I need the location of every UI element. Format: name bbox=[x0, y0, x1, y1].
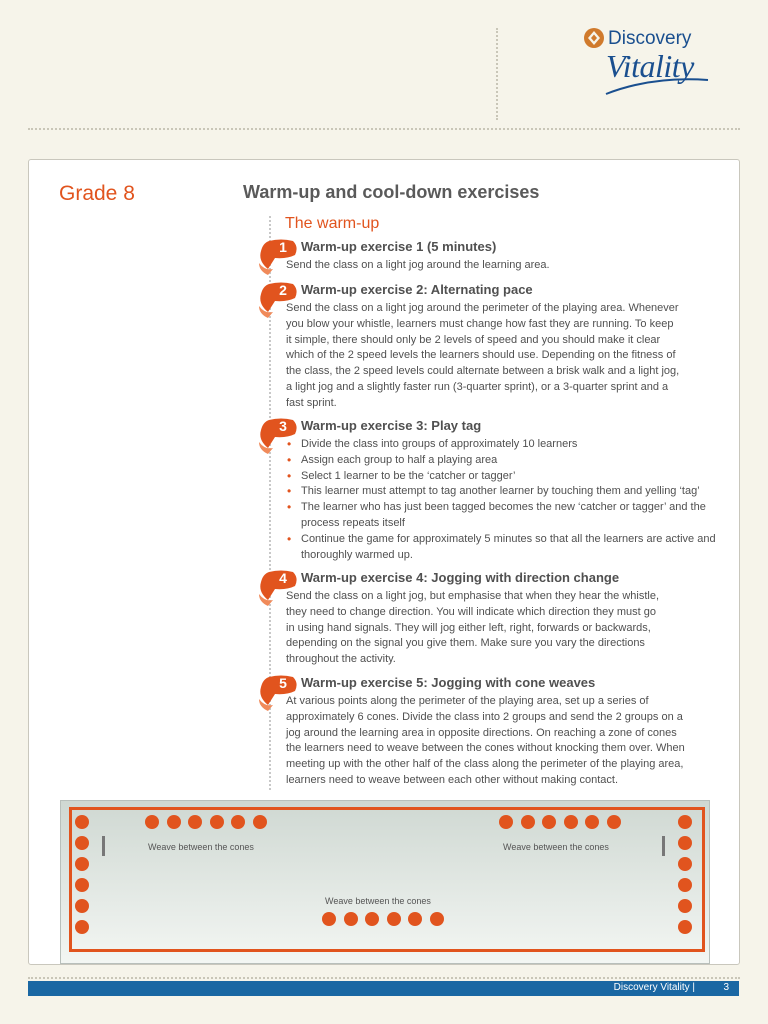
cone-right-column bbox=[678, 878, 692, 892]
logo-discovery-text: Discovery bbox=[608, 28, 692, 49]
cone-top-right-row bbox=[564, 815, 578, 829]
cone-bottom-row bbox=[387, 912, 401, 926]
cone-bottom-row bbox=[365, 912, 379, 926]
exercise-description bbox=[286, 589, 716, 668]
cone-top-left-row bbox=[167, 815, 181, 829]
bullet-item: • Continue the game for approximately 5 minutes so that all the learners are active and thoroughly warmed up. bbox=[286, 532, 716, 564]
cone-right-column bbox=[678, 857, 692, 871]
discovery-diamond-icon bbox=[582, 26, 606, 50]
exercise-description bbox=[286, 301, 716, 412]
cone-right-column bbox=[678, 899, 692, 913]
cone-left-column bbox=[75, 899, 89, 913]
cone-bottom-row bbox=[430, 912, 444, 926]
cone-top-left-row bbox=[253, 815, 267, 829]
grade-label: Grade 8 bbox=[59, 182, 135, 205]
page-number: 3 bbox=[723, 982, 729, 993]
cone-bottom-row bbox=[344, 912, 358, 926]
cone-weave-diagram bbox=[60, 800, 710, 964]
cone-bottom-row bbox=[322, 912, 336, 926]
section-heading: The warm-up bbox=[285, 215, 380, 232]
description-line: Send the class on a light jog, but emphasise that when they hear the whistle, bbox=[286, 590, 660, 602]
cone-right-column bbox=[678, 815, 692, 829]
description-line: jog around the learning area in opposite directions. On reaching a zone of cones bbox=[286, 726, 677, 739]
header-divider-vertical bbox=[496, 28, 498, 120]
footer-bar bbox=[28, 981, 739, 996]
description-line: throughout the activity. bbox=[286, 653, 396, 666]
cone-left-column bbox=[75, 815, 89, 829]
cone-top-left-row bbox=[145, 815, 159, 829]
bullet-item: • Divide the class into groups of approximately 10 learners bbox=[286, 437, 716, 453]
cone-top-right-row bbox=[542, 815, 556, 829]
cone-top-left-row bbox=[231, 815, 245, 829]
cone-left-column bbox=[75, 836, 89, 850]
exercise-title: Warm-up exercise 3: Play tag bbox=[301, 418, 482, 433]
description-line: approximately 6 cones. Divide the class into 2 groups and send the 2 groups on a bbox=[286, 710, 683, 723]
logo-vitality-text: Vitality bbox=[606, 48, 694, 84]
bullet-item: • Select 1 learner to be the ‘catcher or tagger’ bbox=[286, 469, 716, 485]
marker-left bbox=[102, 836, 105, 856]
exercise-number: 3 bbox=[279, 418, 287, 434]
exercise-title: Warm-up exercise 4: Jogging with direction change bbox=[301, 570, 620, 585]
footer-brand: Discovery Vitality | bbox=[613, 982, 695, 993]
cone-right-column bbox=[678, 836, 692, 850]
exercise-number: 2 bbox=[279, 282, 287, 298]
bullet-item: • The learner who has just been tagged becomes the new ‘catcher or tagger’ and the process repeats itself bbox=[286, 500, 716, 532]
description-line: in using hand signals. They will jog either left, right, forwards or backwards, bbox=[286, 621, 651, 634]
exercise-title: Warm-up exercise 2: Alternating pace bbox=[301, 282, 533, 297]
description-line: depending on the signal you give them. Make sure you vary the directions bbox=[286, 637, 645, 650]
marker-right bbox=[662, 836, 665, 856]
description-line: it simple, there should only be 2 levels of speed and you should make it clear bbox=[286, 333, 661, 346]
cone-left-column bbox=[75, 878, 89, 892]
bullet-item: • Assign each group to half a playing area bbox=[286, 453, 716, 469]
footer-divider bbox=[28, 977, 740, 979]
cone-label-bottom: Weave between the cones bbox=[325, 896, 431, 906]
description-line: meeting up with the other half of the class along the perimeter of the playing area, bbox=[286, 758, 684, 771]
cone-label-right: Weave between the cones bbox=[503, 842, 609, 852]
cone-left-column bbox=[75, 857, 89, 871]
cone-top-left-row bbox=[210, 815, 224, 829]
bullet-item: • This learner must attempt to tag another learner by touching them and yelling ‘tag’ bbox=[286, 484, 716, 500]
exercise-description bbox=[286, 258, 716, 274]
cone-top-right-row bbox=[585, 815, 599, 829]
description-line: they need to change direction. You will indicate which direction they must go bbox=[286, 605, 656, 618]
cone-right-column bbox=[678, 920, 692, 934]
description-line: fast sprint. bbox=[286, 396, 337, 409]
description-line: Send the class on a light jog around the learning area. bbox=[286, 259, 550, 271]
content-card bbox=[28, 159, 740, 965]
discovery-vitality-logo bbox=[582, 26, 732, 106]
exercise-description bbox=[286, 437, 716, 563]
description-line: which of the 2 speed levels the learners should use. Depending on the fitness of bbox=[286, 349, 676, 362]
exercise-number: 4 bbox=[279, 570, 287, 586]
playing-field bbox=[69, 807, 705, 952]
description-line: learners need to weave between each other without making contact. bbox=[286, 773, 619, 786]
description-line: the learners need to weave between the cones without knocking them over. When bbox=[286, 742, 685, 755]
logo-swoosh-icon bbox=[602, 74, 712, 98]
cone-left-column bbox=[75, 920, 89, 934]
header-divider bbox=[28, 128, 740, 130]
exercise-number: 5 bbox=[279, 675, 287, 691]
description-line: the class, the 2 speed levels could alternate between a brisk walk and a light jog, bbox=[286, 365, 680, 378]
description-line: At various points along the perimeter of the playing area, set up a series of bbox=[286, 695, 649, 707]
description-line: a light jog and a slightly faster run (3-quarter sprint), or a 3-quarter sprint and a bbox=[286, 380, 669, 393]
cone-top-right-row bbox=[607, 815, 621, 829]
cone-label-left: Weave between the cones bbox=[148, 842, 254, 852]
page-title: Warm-up and cool-down exercises bbox=[243, 182, 540, 202]
cone-top-right-row bbox=[499, 815, 513, 829]
exercise-description bbox=[286, 694, 716, 789]
cone-bottom-row bbox=[408, 912, 422, 926]
cone-top-right-row bbox=[521, 815, 535, 829]
exercise-number: 1 bbox=[279, 239, 287, 255]
description-line: Send the class on a light jog around the perimeter of the playing area. Whenever bbox=[286, 302, 679, 314]
bullet-list bbox=[286, 437, 716, 563]
exercise-title: Warm-up exercise 5: Jogging with cone weaves bbox=[301, 675, 596, 690]
description-line: you blow your whistle, learners must change how fast they are running. To keep bbox=[286, 317, 674, 330]
exercise-title: Warm-up exercise 1 (5 minutes) bbox=[301, 239, 497, 254]
cone-top-left-row bbox=[188, 815, 202, 829]
